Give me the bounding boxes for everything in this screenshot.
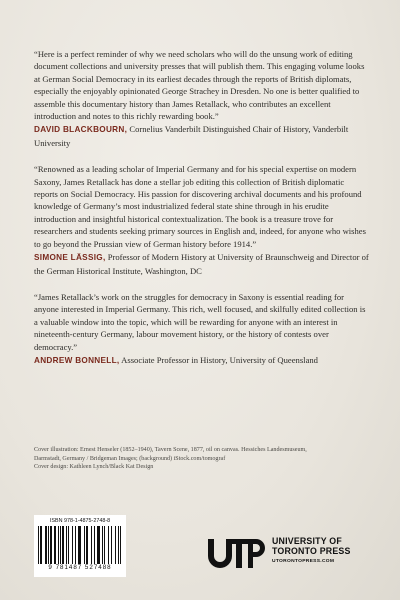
endorsement-quote: “Renowned as a leading scholar of Imperial Germany and for his special expertise on modern Saxony, James Retallack has done a stellar job editing this collection of British diplomatic reports on Social Democracy. His passion for discovering archival documents and his profound knowledge of Germany’s most industrialized federal state shine through in his erudite introduction and insightful historical contextualization. The book is a treasure trove for researchers and students seeking primary sources in English and, indeed, for anyone who wishes to go beyond the Prussian view of German history before 1914.”	[34, 164, 366, 249]
barcode-bars	[38, 526, 122, 564]
endorser-affiliation: Professor of Modern History at University of Braunschweig and Director of the German Historical Institute, Washington, DC	[34, 252, 369, 276]
publisher-line-2: TORONTO PRESS	[272, 546, 351, 556]
endorser-name: ANDREW BONNELL,	[34, 355, 120, 365]
isbn-label: ISBN 978-1-4875-2748-8	[49, 518, 111, 524]
publisher-wordmark	[272, 536, 372, 564]
design-credit: Cover design: Kathleen Lynch/Black Kat Design	[34, 464, 154, 471]
publisher-url: UTORONTOPRESS.COM	[272, 559, 335, 564]
endorsement-1	[34, 48, 370, 149]
endorser-name: DAVID BLACKBOURN,	[34, 125, 128, 135]
barcode-number: 9 781487 527488	[48, 564, 112, 571]
endorsement-quote: “James Retallack’s work on the struggles for democracy in Saxony is essential reading for anyone interested in Imperial Germany. This rich, well focused, and skilfully edited collection is a valuable window into the topic, which will be rewarding for anyone with an interest in nineteenth-century Germany, labour movement history, or the history of contests over democracy.”	[34, 291, 366, 352]
endorsements	[34, 48, 370, 381]
endorsement-quote: “Here is a perfect reminder of why we need scholars who will do the unsung work of editing document collections and university presses that will publish them. This engaging volume looks at German Social Democracy in its earliest decades through the reports of British diplomats, especially the enjoyably opinionated George Strachey in Dresden. No one is better qualified to assemble this documentary history than James Retallack, who contributes an excellent introduction and notes to this richly rewarding book.”	[34, 49, 365, 122]
endorser-affiliation: Cornelius Vanderbilt Distinguished Chair of History, Vanderbilt University	[34, 124, 349, 148]
utp-logo-icon	[206, 536, 268, 570]
illustration-credit: Cover illustration: Ernest Henseler (1852–1940), Tavern Scene, 1877, oil on canvas. Hessiches Landesmuseum, Darmstadt, Germany / Bridgeman Images; (background) iStock.com/tomograf	[34, 447, 307, 462]
endorser-name: SIMONE LÄSSIG,	[34, 253, 106, 263]
endorsement-3	[34, 291, 370, 367]
isbn-barcode	[34, 515, 126, 577]
endorsement-2	[34, 163, 370, 277]
endorser-affiliation: Associate Professor in History, University of Queensland	[121, 354, 318, 365]
barcode-bar	[121, 526, 122, 564]
publisher-line-1: UNIVERSITY OF	[272, 536, 342, 546]
cover-credits	[34, 446, 334, 472]
